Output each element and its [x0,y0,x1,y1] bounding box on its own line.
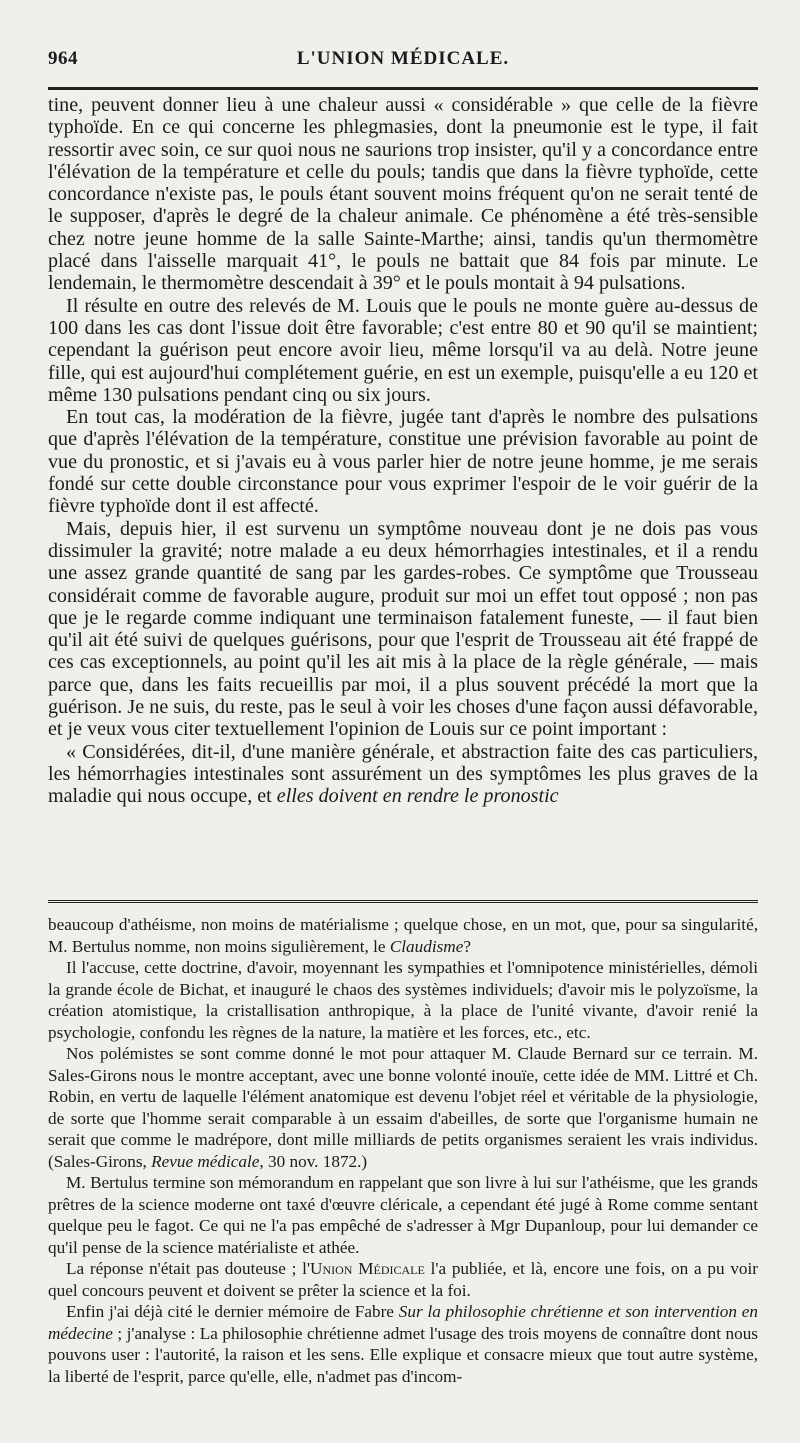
journal-title: L'UNION MÉDICALE. [296,48,510,69]
feuilleton-paragraph [48,1043,758,1172]
feuilleton-paragraph [48,1301,758,1387]
feuilleton-paragraph: Il l'accuse, cette doctrine, d'avoir, moyennant les sympathies et l'omnipotence ministérielles, démoli la grande école de Bichat, et inauguré le chaos des systèmes individuels; d'avoir mis le polyzoïsme, la création atomistique, la cristallisation anthropique, à la place de l'unité vivante, d'avoir renié la psychologie, confondu les règnes de la nature, la matière et les forces, etc., etc. [48,958,758,1042]
claudisme-term: Claudisme [389,936,464,956]
paragraph: Mais, depuis hier, il est survenu un symptôme nouveau dont je ne dois pas vous dissimuler la gravité; notre malade a eu deux hémorrhagies intestinales, et il a rendu une assez grande quantité de sang par les gardes-robes. Ce symptôme que Trousseau considérait comme de favorable augure, produit sur moi un effet tout opposé ; non pas que je le regarde comme indiquant une terminaison fatalement funeste, — il faut bien qu'il ait été suivi de quelques guérisons, pour que l'esprit de Trousseau ait été frappé de ces cas exceptionnels, au point qu'il les ait mis à la place de la règle générale, — mais parce que, dans les faits recueillis par moi, il a plus souvent précédé la mort que la guérison. Je ne suis, du reste, pas le seul à voir les choses d'une façon aussi défavorable, et je veux vous citer textuellement l'opinion de Louis sur ce point important : [48,517,758,741]
feuilleton-paragraph [48,914,758,957]
feuilleton-text: l'a publiée, et là, encore une fois, on a pu voir quel concours peuvent et doivent se prêter la science et la foi. [48,1259,759,1300]
feuilleton-paragraph [48,1258,758,1301]
journal-name: Union Médicale [310,1259,425,1278]
feuilleton-text: Enfin j'ai déjà cité le dernier mémoire de Fabre [66,1302,399,1321]
feuilleton-text: ? [463,936,471,956]
paragraph: En tout cas, la modération de la fièvre, jugée tant d'après le nombre des pulsations que d'après l'élévation de la température, constitue une prévision favorable au point de vue du pronostic, et si j'avais eu à vous parler hier de notre jeune homme, je me serais fondé sur cette double circonstance pour vous exprimer l'espoir de le voir guérir de la fièvre typhoïde dont il est affecté. [48,406,758,518]
quotation-text: « Considérées, dit-il, d'une manière générale, et abstraction faite des cas particuliers, les hémorrhagies intestinales sont assurément un des symptômes les plus graves de la maladie qui nous occupe, et [48,740,758,808]
feuilleton-section [48,914,758,1387]
paragraph: Il résulte en outre des relevés de M. Louis que le pouls ne monte guère au-dessus de 100 dans les cas dont l'issue doit être favorable; c'est entre 80 et 90 qu'il se maintient; cependant la guérison peut encore avoir lieu, même lorsqu'il va au delà. Notre jeune fille, qui est aujourd'hui complétement guérie, en est un exemple, puisqu'elle a eu 120 et même 130 pulsations pendant cinq ou six jours. [48,294,758,406]
quotation-italic: elles doivent en rendre le pronostic [276,785,559,808]
feuilleton-text: Nos polémistes se sont comme donné le mot pour attaquer M. Claude Bernard sur ce terrain. M. Sales-Girons nous le montre acceptant, avec une bonne volonté inouïe, cette idée de MM. Littré et Ch. Robin, en vertu de laquelle l'élément anatomique est devenu l'objet réel et véritable de la physiologie, de sorte que l'homme serait comparable à un essaim d'abeilles, de sorte que l'organisme humain ne serait que comme le madrépore, dont mille milliards de petits organismes seraient les vrais individus. (Sales-Girons, [48,1044,758,1171]
memoir-title: Sur la philosophie chrétienne et son intervention en médecine [48,1302,758,1343]
main-article [48,94,758,808]
page-header [48,48,758,78]
paragraph: tine, peuvent donner lieu à une chaleur aussi « considérable » que celle de la fièvre typhoïde. En ce qui concerne les phlegmasies, dont la pneumonie est le type, il fait ressortir avec soin, ce sur quoi nous ne saurions trop insister, qu'il y a concordance entre l'élévation de la température et celle du pouls; tandis que dans la fièvre typhoïde, cette concordance n'existe pas, le pouls étant souvent moins fréquent qu'on ne serait tenté de le supposer, d'après le degré de la chaleur animale. Ce phénomène a été très-sensible chez notre jeune homme de la salle Sainte-Marthe; ainsi, tandis qu'un thermomètre placé dans l'aisselle marquait 41°, le pouls ne battait que 84 fois par minute. Le lendemain, le thermomètre descendait à 39° et le pouls montait à 94 pulsations. [48,94,758,295]
journal-reference: Revue médicale [151,1151,260,1171]
feuilleton-text: , 30 nov. 1872.) [259,1151,368,1171]
feuilleton-paragraph: M. Bertulus termine son mémorandum en rappelant que son livre à lui sur l'athéisme, que les grands prêtres de la science moderne ont taxé d'œuvre cléricale, a cependant été jugé à Rome comme sentant quelque peu le fagot. Ce qui ne l'a pas empêché de s'adresser à Mgr Dupanloup, pour lui demander ce qu'il pense de la science matérialiste et athée. [48,1173,758,1257]
feuilleton-text: La réponse n'était pas douteuse ; l' [66,1259,311,1278]
quotation-paragraph [48,741,758,808]
header-rule [48,87,758,90]
feuilleton-separator [48,900,758,905]
feuilleton-text: beaucoup d'athéisme, non moins de matérialisme ; quelque chose, en un mot, que, pour sa singularité, M. Bertulus nomme, non moins sigulièrement, le [48,915,758,956]
page-number: 964 [48,48,78,69]
feuilleton-text: ; j'analyse : La philosophie chrétienne admet l'usage des trois moyens de connaître dont nous pouvons user : l'autorité, la raison et les sens. Elle explique et consacre mieux que tout autre système, la liberté de l'esprit, parce qu'elle, elle, n'admet pas d'incom- [48,1323,758,1386]
